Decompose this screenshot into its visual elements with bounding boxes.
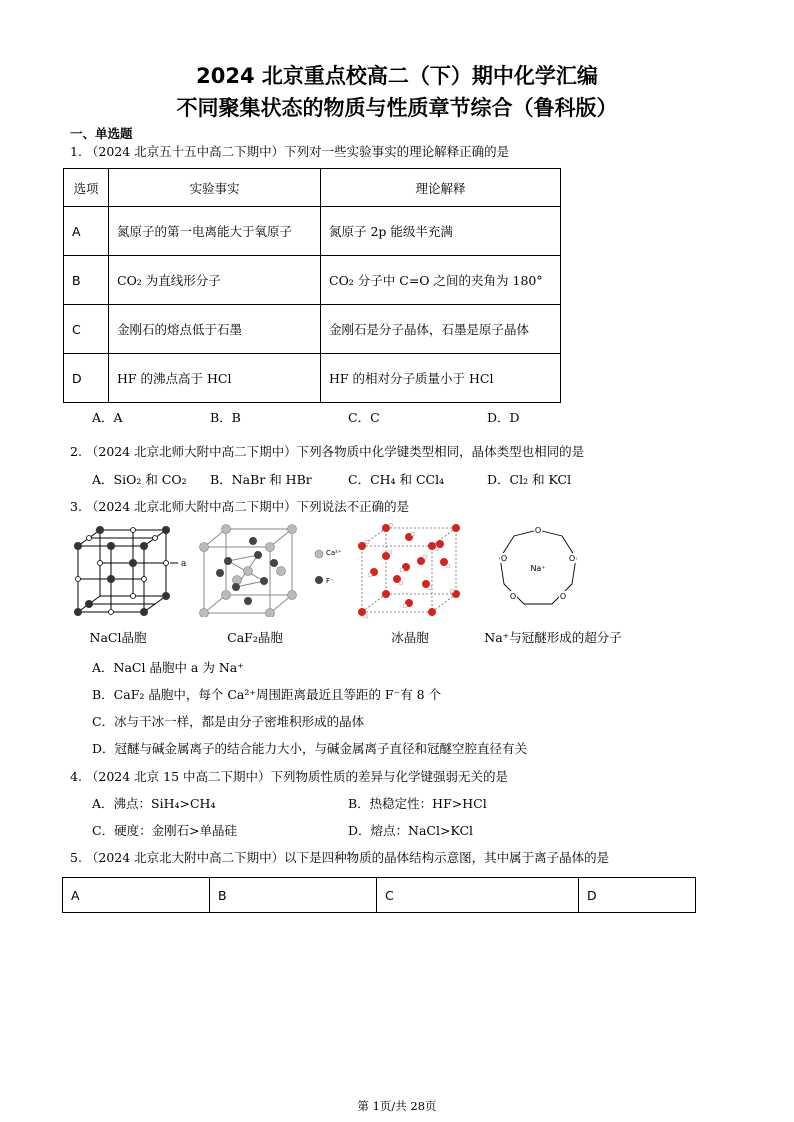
nacl-label-a: a <box>181 559 187 569</box>
legend-f-label: F⁻ <box>326 577 334 585</box>
table-cell: C <box>377 878 579 913</box>
question-3-stem: 3. （2024 北京北师大附中高二下期中）下列说法不正确的是 <box>70 499 410 514</box>
crown-o-label: O <box>559 592 567 601</box>
q3-option-b[interactable]: B．CaF₂ 晶胞中，每个 Ca²⁺周围距离最近且等距的 F⁻有 8 个 <box>92 687 442 702</box>
section-heading: 一、单选题 <box>70 126 133 141</box>
q4-option-a[interactable]: A．沸点：SiH₄>CH₄ <box>92 796 216 811</box>
table-cell: CO₂ 为直线形分子 <box>109 256 321 305</box>
question-5-table <box>62 877 696 913</box>
document-title-line2: 不同聚集状态的物质与性质章节综合（鲁科版） <box>176 96 618 120</box>
q3-option-a[interactable]: A．NaCl 晶胞中 a 为 Na⁺ <box>92 660 244 675</box>
page-footer: 第 1页/共 28页 <box>357 1099 437 1113</box>
table-cell: HF 的相对分子质量小于 HCl <box>321 354 561 403</box>
q3-option-c[interactable]: C．冰与干冰一样，都是由分子密堆积形成的晶体 <box>92 714 365 729</box>
table-cell: C <box>64 305 109 354</box>
table-cell: 氮原子的第一电离能大于氧原子 <box>109 207 321 256</box>
table-cell: A <box>63 878 210 913</box>
crown-o-label: O <box>500 554 508 563</box>
document-title-line1: 2024 北京重点校高二（下）期中化学汇编 <box>196 64 598 88</box>
q2-option-d[interactable]: D．Cl₂ 和 KCl <box>487 472 572 487</box>
question-1-table <box>63 168 561 403</box>
table-cell: D <box>579 878 696 913</box>
q4-option-b[interactable]: B．热稳定性：HF>HCl <box>348 796 487 811</box>
table-row <box>64 305 561 354</box>
caf2-unit-cell-figure <box>198 523 358 617</box>
figure-label-nacl: NaCl晶胞 <box>89 630 147 645</box>
q2-option-c[interactable]: C．CH₄ 和 CCl₄ <box>348 472 445 487</box>
q1-option-b[interactable]: B．B <box>210 410 241 425</box>
table-row <box>64 354 561 403</box>
table-header-cell: 理论解释 <box>321 169 561 207</box>
figure-label-ice: 冰晶胞 <box>391 630 429 645</box>
table-cell: A <box>64 207 109 256</box>
crown-na-label: Na⁺ <box>530 564 546 573</box>
nacl-unit-cell-figure <box>72 524 194 618</box>
question-2-stem: 2. （2024 北京北师大附中高二下期中）下列各物质中化学键类型相同，晶体类型也相同的是 <box>70 444 585 459</box>
table-cell: HF 的沸点高于 HCl <box>109 354 321 403</box>
q1-option-a[interactable]: A．A <box>92 410 123 425</box>
table-header-cell: 实验事实 <box>109 169 321 207</box>
table-cell: B <box>210 878 377 913</box>
q1-option-c[interactable]: C．C <box>348 410 380 425</box>
table-header-cell: 选项 <box>64 169 109 207</box>
table-row <box>64 207 561 256</box>
ice-unit-cell-figure <box>356 522 468 618</box>
q2-option-a[interactable]: A．SiO₂ 和 CO₂ <box>92 472 187 487</box>
q1-option-d[interactable]: D．D <box>487 410 520 425</box>
q4-option-d[interactable]: D．熔点：NaCl>KCl <box>348 823 474 838</box>
crown-ether-figure <box>488 522 588 614</box>
table-cell: CO₂ 分子中 C=O 之间的夹角为 180° <box>321 256 561 305</box>
table-header-row <box>64 169 561 207</box>
q4-option-c[interactable]: C．硬度：金刚石>单晶硅 <box>92 823 238 838</box>
table-row <box>63 878 696 913</box>
table-cell: D <box>64 354 109 403</box>
legend-ca-label: Ca²⁺ <box>326 549 342 557</box>
question-4-stem: 4. （2024 北京 15 中高二下期中）下列物质性质的差异与化学键强弱无关的是 <box>70 769 509 784</box>
table-row <box>64 256 561 305</box>
crown-o-label: O <box>568 554 576 563</box>
crown-o-label: O <box>509 592 517 601</box>
table-cell: 氮原子 2p 能级半充满 <box>321 207 561 256</box>
table-cell: 金刚石是分子晶体，石墨是原子晶体 <box>321 305 561 354</box>
figure-label-caf2: CaF₂晶胞 <box>227 630 283 645</box>
q2-option-b[interactable]: B．NaBr 和 HBr <box>210 472 312 487</box>
table-cell: 金刚石的熔点低于石墨 <box>109 305 321 354</box>
table-cell: B <box>64 256 109 305</box>
q3-option-d[interactable]: D．冠醚与碱金属离子的结合能力大小，与碱金属离子直径和冠醚空腔直径有关 <box>92 741 528 756</box>
question-5-stem: 5. （2024 北京北大附中高二下期中）以下是四种物质的晶体结构示意图，其中属于离子晶体的是 <box>70 850 610 865</box>
figure-label-crown-ether: Na⁺与冠醚形成的超分子 <box>484 630 622 645</box>
question-1-stem: 1. （2024 北京五十五中高二下期中）下列对一些实验事实的理论解释正确的是 <box>70 144 510 159</box>
crown-o-label: O <box>534 526 542 535</box>
